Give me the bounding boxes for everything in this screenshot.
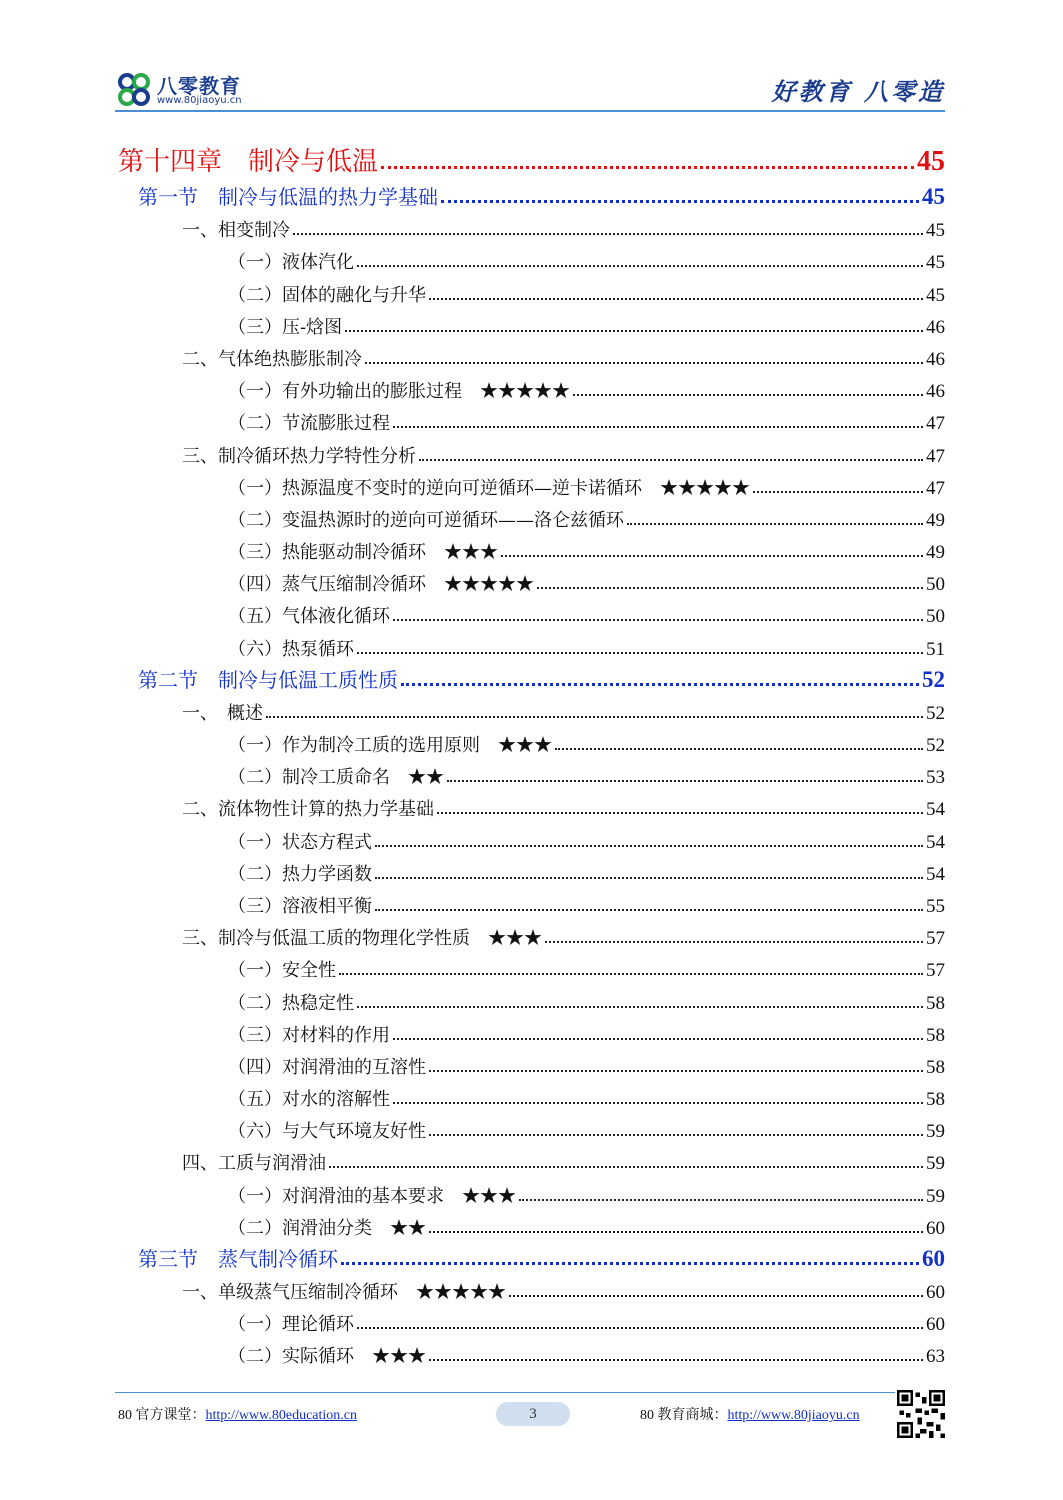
toc-entry-title: （一）作为制冷工质的选用原则 ★★★ bbox=[228, 735, 552, 756]
toc-entry-title: 三、制冷循环热力学特性分析 bbox=[182, 445, 416, 467]
footer-left bbox=[118, 1404, 357, 1424]
toc-entry-title: （二）润滑油分类 ★★ bbox=[228, 1217, 426, 1239]
toc-entry-title: （一）状态方程式 bbox=[228, 831, 372, 853]
footer-right bbox=[640, 1404, 860, 1424]
footer-right-link[interactable]: http://www.80jiaoyu.cn bbox=[727, 1408, 860, 1423]
footer-right-label: 80 教育商城： bbox=[640, 1408, 728, 1423]
toc-entry-page: 52 bbox=[922, 666, 945, 692]
toc-entry-page: 60 bbox=[926, 1217, 945, 1239]
header-slogan: 好教育 八零造 bbox=[771, 77, 945, 106]
dot-leader bbox=[357, 652, 923, 654]
toc-entry-title: （二）变温热源时的逆向可逆循环——洛仑兹循环 bbox=[228, 509, 624, 531]
toc-entry-page: 51 bbox=[926, 638, 945, 660]
toc-entry-page: 58 bbox=[926, 1056, 945, 1078]
toc-entry-page: 58 bbox=[926, 992, 945, 1014]
toc-entry-page: 45 bbox=[926, 220, 945, 242]
toc-entry-title: 一、单级蒸气压缩制冷循环 ★★★★★ bbox=[182, 1282, 506, 1303]
toc-entry-page: 52 bbox=[926, 702, 945, 724]
footer-left-label: 80 官方课堂： bbox=[118, 1408, 206, 1423]
dot-leader bbox=[437, 812, 923, 814]
toc-entry-l2[interactable] bbox=[118, 982, 945, 1014]
page-header bbox=[115, 66, 945, 110]
toc-entry-l2[interactable] bbox=[118, 628, 945, 660]
toc-entry-title: （一）热源温度不变时的逆向可逆循环—逆卡诺循环 ★★★★★ bbox=[228, 477, 750, 499]
toc-entry-l2[interactable] bbox=[118, 950, 945, 982]
dot-leader bbox=[357, 1327, 923, 1329]
dot-leader bbox=[266, 716, 923, 718]
dot-leader bbox=[329, 1166, 923, 1168]
toc-entry-title: （一）有外功输出的膨胀过程 ★★★★★ bbox=[228, 381, 570, 403]
toc-entry-page: 54 bbox=[926, 831, 945, 853]
toc-entry-page: 50 bbox=[926, 606, 945, 628]
toc-entry-page: 59 bbox=[926, 1153, 945, 1175]
toc-entry-l2[interactable] bbox=[118, 371, 945, 403]
toc-entry-page: 59 bbox=[926, 1185, 945, 1207]
toc-entry-title: （一）液体汽化 bbox=[228, 252, 354, 274]
toc-entry-l2[interactable] bbox=[118, 725, 945, 757]
brand-name: 八零教育 bbox=[157, 74, 241, 98]
dot-leader bbox=[345, 330, 923, 332]
toc-entry-page: 57 bbox=[926, 928, 945, 950]
dot-leader bbox=[447, 780, 923, 782]
toc-entry-title: （一）理论循环 bbox=[228, 1314, 354, 1336]
dot-leader bbox=[753, 491, 923, 493]
header-divider bbox=[115, 110, 945, 112]
toc-entry-l2[interactable] bbox=[118, 1111, 945, 1143]
toc-entry-l1[interactable] bbox=[118, 789, 945, 821]
toc-entry-page: 55 bbox=[926, 895, 945, 917]
toc-entry-page: 54 bbox=[926, 863, 945, 885]
toc-entry-l2[interactable] bbox=[118, 821, 945, 853]
toc-entry-page: 47 bbox=[926, 445, 945, 467]
toc-entry-title: （三）压-焓图 bbox=[228, 316, 343, 338]
toc-entry-l1[interactable] bbox=[118, 918, 945, 950]
dot-leader bbox=[429, 1359, 923, 1361]
toc-entry-page: 60 bbox=[926, 1314, 945, 1336]
toc-entry-title: 一、 概述 bbox=[182, 702, 263, 724]
toc-entry-page: 45 bbox=[926, 284, 945, 306]
dot-leader bbox=[573, 394, 923, 396]
toc-entry-title: 第十四章 制冷与低温 bbox=[118, 147, 379, 177]
toc-entry-page: 47 bbox=[926, 477, 945, 499]
toc-entry-title: （一）安全性 bbox=[228, 960, 336, 982]
toc-entry-title: （三）溶液相平衡 bbox=[228, 895, 372, 917]
dot-leader bbox=[429, 1134, 923, 1136]
toc-entry-title: （二）固体的融化与升华 bbox=[228, 284, 426, 306]
toc-entry-l2[interactable] bbox=[118, 596, 945, 628]
toc-entry-title: （二）热稳定性 bbox=[228, 992, 354, 1014]
toc-entry-page: 59 bbox=[926, 1121, 945, 1143]
dot-leader bbox=[545, 941, 923, 943]
toc-entry-page: 53 bbox=[926, 767, 945, 789]
toc-entry-title: （六）与大气环境友好性 bbox=[228, 1121, 426, 1143]
toc-entry-title: 第二节 制冷与低温工质性质 bbox=[138, 667, 398, 692]
toc-entry-l1[interactable] bbox=[118, 693, 945, 725]
dot-leader bbox=[555, 748, 923, 750]
toc-entry-section[interactable] bbox=[118, 661, 945, 693]
toc-entry-page: 47 bbox=[926, 413, 945, 435]
toc-entry-l1[interactable] bbox=[118, 210, 945, 242]
toc-entry-page: 49 bbox=[926, 509, 945, 531]
toc-entry-l2[interactable] bbox=[118, 1304, 945, 1336]
toc-entry-l2[interactable] bbox=[118, 532, 945, 564]
toc-entry-title: （四）对润滑油的互溶性 bbox=[228, 1056, 426, 1078]
dot-leader bbox=[627, 523, 923, 525]
dot-leader bbox=[381, 166, 914, 169]
toc-entry-page: 58 bbox=[926, 1089, 945, 1111]
toc-entry-section[interactable] bbox=[118, 178, 945, 210]
toc-entry-title: （四）蒸气压缩制冷循环 ★★★★★ bbox=[228, 574, 534, 596]
brand-url[interactable]: www.80jiaoyu.cn bbox=[157, 95, 242, 106]
toc-entry-title: （一）对润滑油的基本要求 ★★★ bbox=[228, 1185, 516, 1207]
toc-entry-page: 60 bbox=[926, 1282, 945, 1303]
dot-leader bbox=[293, 233, 923, 235]
toc-entry-l1[interactable] bbox=[118, 1143, 945, 1175]
toc-entry-page: 63 bbox=[926, 1346, 945, 1368]
toc-entry-l2[interactable] bbox=[118, 1336, 945, 1368]
toc-entry-l2[interactable] bbox=[118, 1047, 945, 1079]
dot-leader bbox=[341, 1262, 919, 1265]
toc-entry-page: 45 bbox=[926, 252, 945, 274]
toc-entry-l2[interactable] bbox=[118, 564, 945, 596]
toc-entry-l2[interactable] bbox=[118, 274, 945, 306]
toc-entry-l2[interactable] bbox=[118, 500, 945, 532]
logo-icon bbox=[115, 70, 155, 110]
toc-entry-page: 52 bbox=[926, 735, 945, 756]
dot-leader bbox=[357, 1006, 923, 1008]
toc-entry-title: 二、流体物性计算的热力学基础 bbox=[182, 799, 434, 821]
table-of-contents bbox=[118, 132, 945, 1368]
dot-leader bbox=[419, 459, 923, 461]
toc-entry-l2[interactable] bbox=[118, 468, 945, 500]
toc-entry-page: 50 bbox=[926, 574, 945, 596]
dot-leader bbox=[375, 877, 923, 879]
toc-entry-page: 57 bbox=[926, 960, 945, 982]
toc-entry-page: 46 bbox=[926, 316, 945, 338]
toc-entry-title: 一、相变制冷 bbox=[182, 220, 290, 242]
toc-entry-title: 二、气体绝热膨胀制冷 bbox=[182, 348, 362, 370]
dot-leader bbox=[393, 619, 923, 621]
toc-entry-chapter[interactable] bbox=[118, 132, 945, 178]
dot-leader bbox=[393, 1038, 923, 1040]
toc-entry-page: 54 bbox=[926, 799, 945, 821]
dot-leader bbox=[509, 1295, 923, 1297]
toc-entry-page: 46 bbox=[926, 348, 945, 370]
toc-entry-title: （五）气体液化循环 bbox=[228, 606, 390, 628]
toc-entry-title: （五）对水的溶解性 bbox=[228, 1089, 390, 1111]
toc-entry-title: （二）制冷工质命名 ★★ bbox=[228, 767, 444, 789]
toc-entry-l2[interactable] bbox=[118, 1208, 945, 1240]
toc-entry-l2[interactable] bbox=[118, 1079, 945, 1111]
toc-entry-title: 第一节 制冷与低温的热力学基础 bbox=[138, 185, 438, 209]
dot-leader bbox=[441, 200, 919, 203]
dot-leader bbox=[365, 362, 923, 364]
toc-entry-page: 49 bbox=[926, 542, 945, 564]
toc-entry-l2[interactable] bbox=[118, 1175, 945, 1207]
dot-leader bbox=[501, 555, 923, 557]
toc-entry-l2[interactable] bbox=[118, 1015, 945, 1047]
toc-entry-title: （二）热力学函数 bbox=[228, 863, 372, 885]
toc-entry-title: （三）对材料的作用 bbox=[228, 1024, 390, 1046]
toc-entry-l2[interactable] bbox=[118, 757, 945, 789]
toc-entry-l2[interactable] bbox=[118, 854, 945, 886]
toc-entry-page: 60 bbox=[922, 1245, 945, 1271]
toc-entry-l2[interactable] bbox=[118, 403, 945, 435]
dot-leader bbox=[429, 1231, 923, 1233]
footer-divider bbox=[115, 1392, 895, 1393]
toc-entry-title: （三）热能驱动制冷循环 ★★★ bbox=[228, 542, 498, 564]
toc-entry-section[interactable] bbox=[118, 1240, 945, 1272]
toc-entry-l2[interactable] bbox=[118, 307, 945, 339]
dot-leader bbox=[537, 587, 923, 589]
toc-entry-title: 第三节 蒸气制冷循环 bbox=[138, 1246, 338, 1271]
toc-entry-l1[interactable] bbox=[118, 339, 945, 371]
toc-entry-title: （二）实际循环 ★★★ bbox=[228, 1346, 426, 1368]
page-number: 3 bbox=[496, 1402, 570, 1426]
dot-leader bbox=[429, 298, 923, 300]
toc-entry-page: 45 bbox=[922, 184, 945, 209]
dot-leader bbox=[401, 683, 919, 686]
toc-entry-l1[interactable] bbox=[118, 435, 945, 467]
dot-leader bbox=[429, 1070, 923, 1072]
dot-leader bbox=[393, 1102, 923, 1104]
toc-entry-page: 58 bbox=[926, 1024, 945, 1046]
toc-entry-page: 45 bbox=[917, 146, 945, 177]
toc-entry-l2[interactable] bbox=[118, 242, 945, 274]
toc-entry-title: （六）热泵循环 bbox=[228, 638, 354, 660]
footer-left-link[interactable]: http://www.80education.cn bbox=[205, 1408, 358, 1423]
dot-leader bbox=[357, 265, 923, 267]
dot-leader bbox=[519, 1199, 923, 1201]
toc-entry-page: 46 bbox=[926, 381, 945, 403]
dot-leader bbox=[375, 845, 923, 847]
toc-entry-title: （二）节流膨胀过程 bbox=[228, 413, 390, 435]
dot-leader bbox=[339, 973, 923, 975]
dot-leader bbox=[375, 909, 923, 911]
toc-entry-l1[interactable] bbox=[118, 1272, 945, 1304]
dot-leader bbox=[393, 426, 923, 428]
toc-entry-l2[interactable] bbox=[118, 886, 945, 918]
qr-code-icon bbox=[897, 1390, 945, 1438]
toc-entry-title: 三、制冷与低温工质的物理化学性质 ★★★ bbox=[182, 928, 542, 950]
toc-entry-title: 四、工质与润滑油 bbox=[182, 1153, 326, 1175]
